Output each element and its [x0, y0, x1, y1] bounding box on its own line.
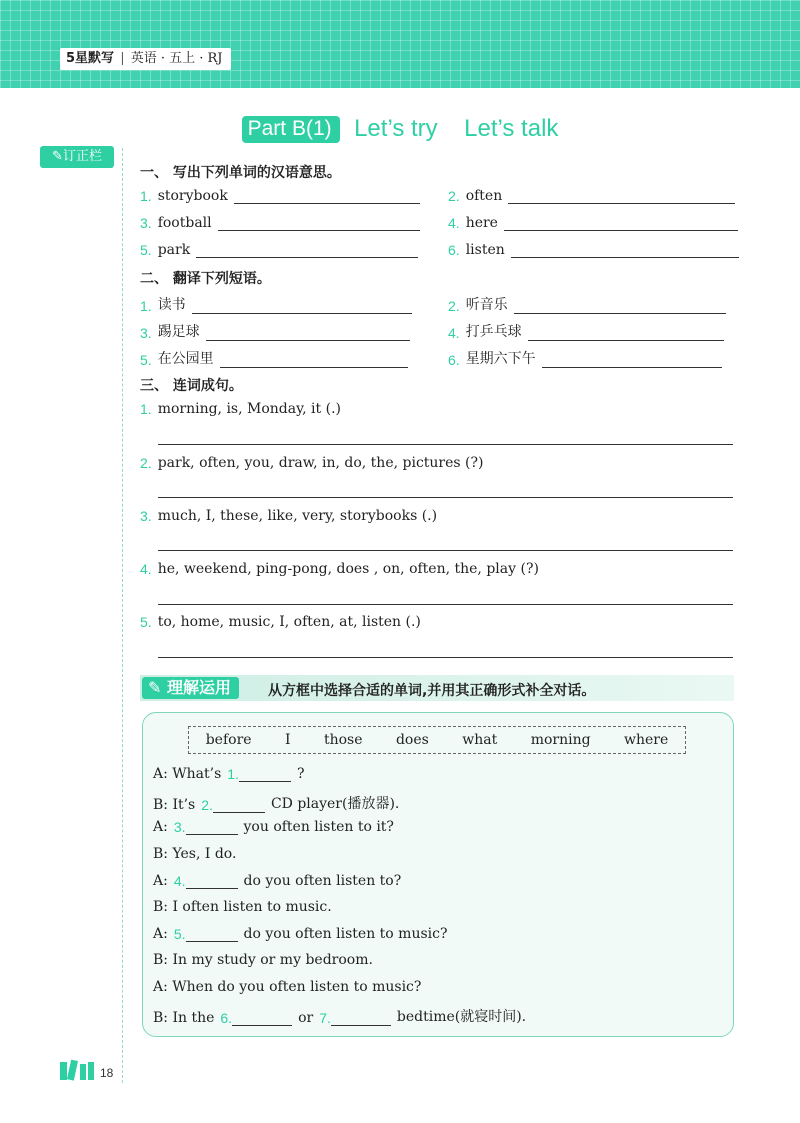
s2-item-5: 5. 在公园里: [140, 348, 408, 368]
s1-item-2: 2. often: [448, 188, 735, 204]
s2-item-6: 6. 星期六下午: [448, 348, 722, 368]
apply-instruction: 从方框中选择合适的单词,并用其正确形式补全对话。: [268, 683, 596, 699]
answer-line[interactable]: [158, 444, 733, 445]
s2-item-2: 2. 听音乐: [448, 294, 726, 314]
dialog-line-5: A: 4. do you often listen to?: [153, 873, 402, 889]
series-subject: 英语 · 五上 · RJ: [130, 51, 223, 66]
answer-blank[interactable]: [508, 189, 735, 204]
answer-blank[interactable]: [234, 189, 420, 204]
s1-item-5: 5. park: [140, 242, 418, 258]
page-number: 18: [100, 1066, 114, 1080]
word-option: does: [395, 732, 429, 748]
s2-item-4: 4. 打乒乓球: [448, 321, 724, 341]
answer-blank[interactable]: [232, 1011, 292, 1026]
title-lets-try: Let’s try: [354, 115, 438, 142]
dialog-line-6: B: I often listen to music.: [153, 899, 332, 915]
section2-title: 二、 翻译下列短语。: [140, 271, 271, 287]
s3-item-5: 5. to, home, music, I, often, at, listen (.): [140, 614, 421, 630]
word-option: where: [624, 732, 669, 748]
dialog-line-1: A: What’s 1. ?: [153, 766, 305, 782]
dialog-line-7: A: 5. do you often listen to music?: [153, 926, 448, 942]
s1-item-4: 4. here: [448, 215, 738, 231]
word-option: those: [323, 732, 363, 748]
answer-blank[interactable]: [514, 299, 726, 314]
answer-line[interactable]: [158, 604, 733, 605]
dialog-line-3: A: 3. you often listen to it?: [153, 819, 394, 835]
word-box: [188, 726, 686, 754]
part-badge: Part B(1): [242, 116, 340, 143]
s1-item-6: 6. listen: [448, 242, 739, 258]
s2-item-1: 1. 读书: [140, 294, 412, 314]
s2-item-3: 3. 踢足球: [140, 321, 410, 341]
answer-line[interactable]: [158, 550, 733, 551]
s3-item-1: 1. morning, is, Monday, it (.): [140, 401, 341, 417]
correction-label: 订正栏: [62, 149, 102, 164]
correction-divider: [122, 148, 123, 1083]
dialog-line-4: B: Yes, I do.: [153, 846, 237, 862]
answer-blank[interactable]: [528, 326, 724, 341]
books-icon: [58, 1058, 98, 1082]
dialog-line-2: B: It’s 2. CD player(播放器).: [153, 796, 400, 813]
series-sep: |: [120, 51, 125, 66]
series-tag: [60, 48, 231, 70]
s3-item-3: 3. much, I, these, like, very, storybooks (.): [140, 508, 438, 524]
word-option: what: [462, 732, 498, 748]
dialog-line-8: B: In my study or my bedroom.: [153, 952, 373, 968]
section3-title: 三、 连词成句。: [140, 378, 243, 394]
answer-blank[interactable]: [192, 299, 412, 314]
word-option: morning: [530, 732, 591, 748]
answer-blank[interactable]: [186, 927, 238, 942]
answer-blank[interactable]: [331, 1011, 391, 1026]
page-header: [0, 0, 800, 88]
answer-blank[interactable]: [186, 820, 238, 835]
answer-blank[interactable]: [220, 353, 408, 368]
title-lets-talk: Let’s talk: [464, 115, 559, 142]
dialog-line-10: B: In the 6. or 7. bedtime(就寝时间).: [153, 1009, 527, 1026]
s1-item-3: 3. football: [140, 215, 420, 231]
word-option: I: [285, 732, 291, 748]
answer-blank[interactable]: [206, 326, 410, 341]
answer-blank[interactable]: [542, 353, 722, 368]
answer-blank[interactable]: [196, 243, 418, 258]
answer-line[interactable]: [158, 497, 733, 498]
answer-blank[interactable]: [511, 243, 739, 258]
dialog-line-9: A: When do you often listen to music?: [153, 979, 422, 995]
correction-tag: [40, 146, 114, 168]
answer-blank[interactable]: [239, 767, 291, 782]
page-title: [0, 115, 800, 143]
pencil-icon: ✎: [52, 149, 63, 164]
apply-label-text: 理解运用: [166, 678, 231, 697]
apply-label: [142, 677, 239, 699]
answer-blank[interactable]: [504, 216, 738, 231]
s3-item-4: 4. he, weekend, ping-pong, does , on, often, the, play (?): [140, 561, 539, 577]
answer-blank[interactable]: [218, 216, 420, 231]
answer-line[interactable]: [158, 657, 733, 658]
answer-blank[interactable]: [213, 798, 265, 813]
section1-title: 一、 写出下列单词的汉语意思。: [140, 165, 341, 181]
series-brand: 5星默写: [66, 51, 115, 66]
answer-blank[interactable]: [186, 874, 238, 889]
s3-item-2: 2. park, often, you, draw, in, do, the, pictures (?): [140, 455, 484, 471]
word-option: before: [205, 732, 252, 748]
s1-item-1: 1. storybook: [140, 188, 420, 204]
book-icon: ✎: [148, 678, 167, 697]
